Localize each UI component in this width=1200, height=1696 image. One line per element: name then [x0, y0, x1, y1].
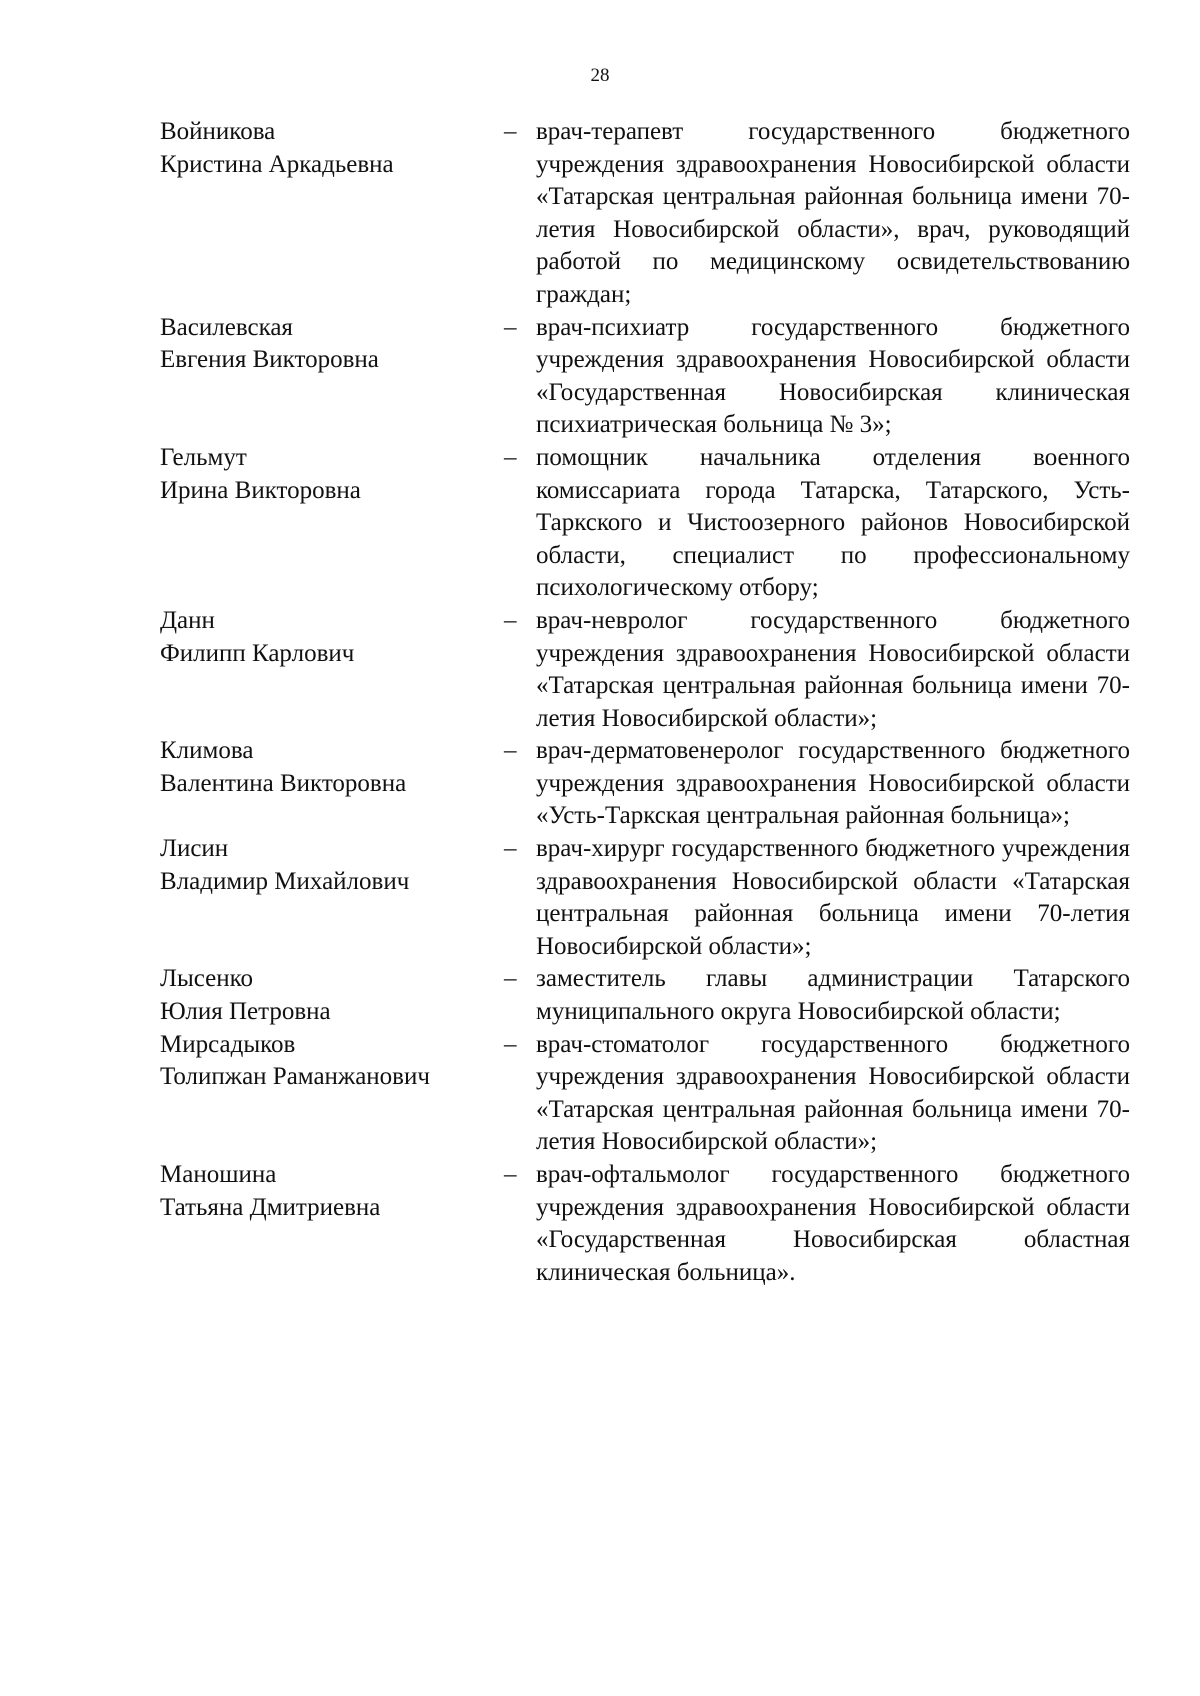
member-name: [160, 1029, 500, 1094]
member-entry: [160, 312, 1130, 442]
member-surname: Данн: [160, 606, 215, 634]
member-position: врач-психиатр государственного бюджетного учреждения здравоохранения Новосибирской области «Государственная Новосибирская клиническая психиатрическая больница № 3»;: [536, 313, 1130, 439]
member-entry: [160, 735, 1130, 833]
dash-separator: –: [504, 737, 517, 765]
member-position: заместитель главы администрации Татарского муниципального округа Новосибирской области;: [536, 965, 1130, 1026]
member-name: [160, 833, 500, 898]
dash-separator: –: [504, 313, 517, 341]
dash-separator: –: [504, 835, 517, 863]
member-given-names: Кристина Аркадьевна: [160, 150, 394, 178]
member-entry: [160, 116, 1130, 312]
member-surname: Маношина: [160, 1161, 277, 1188]
member-given-names: Юлия Петровна: [160, 998, 331, 1026]
member-given-names: Ирина Викторовна: [160, 476, 361, 504]
member-given-names: Владимир Михайлович: [160, 867, 410, 895]
dash-separator: –: [504, 1030, 517, 1058]
member-surname: Гельмут: [160, 443, 247, 471]
member-name: [160, 605, 500, 670]
page-number: 28: [590, 65, 610, 86]
member-given-names: Евгения Викторовна: [160, 346, 379, 374]
member-name: [160, 735, 500, 800]
member-surname: Климова: [160, 737, 254, 765]
dash-separator: –: [504, 606, 517, 634]
member-name: [160, 442, 500, 507]
member-entry: [160, 1159, 1130, 1289]
member-entry: [160, 963, 1130, 1028]
member-surname: Василевская: [160, 313, 293, 341]
member-entry: [160, 605, 1130, 735]
member-position: врач-офтальмолог государственного бюджетного учреждения здравоохранения Новосибирской области «Государственная Новосибирская областная клиническая больница».: [536, 1161, 1130, 1286]
member-name: [160, 312, 500, 377]
member-surname: Лысенко: [160, 965, 254, 993]
commission-member-list: [160, 116, 1130, 1289]
member-given-names: Филипп Карлович: [160, 639, 355, 667]
member-position: врач-дерматовенеролог государственного бюджетного учреждения здравоохранения Новосибирской области «Усть-Таркская центральная районная больница»;: [536, 737, 1130, 830]
dash-separator: –: [504, 443, 517, 471]
member-position: врач-хирург государственного бюджетного учреждения здравоохранения Новосибирской области «Татарская центральная районная больница имени 70-летия Новосибирской области»;: [536, 835, 1130, 960]
member-given-names: Толипжан Раманжанович: [160, 1063, 430, 1091]
member-given-names: Валентина Викторовна: [160, 769, 407, 797]
member-name: [160, 116, 500, 181]
dash-separator: –: [504, 965, 517, 993]
member-position: помощник начальника отделения военного комиссариата города Татарска, Татарского, Усть-Таркского и Чистоозерного районов Новосибирской области, специалист по профессиональному психологическому отбору;: [536, 443, 1130, 602]
member-position: врач-невролог государственного бюджетного учреждения здравоохранения Новосибирской области «Татарская центральная районная больница имени 70-летия Новосибирской области»;: [536, 606, 1130, 732]
dash-separator: –: [504, 1161, 517, 1188]
member-entry: [160, 833, 1130, 963]
dash-separator: –: [504, 118, 517, 145]
member-name: [160, 1159, 500, 1224]
member-entry: [160, 442, 1130, 605]
member-name: [160, 963, 500, 1028]
member-position: врач-терапевт государственного бюджетного учреждения здравоохранения Новосибирской области «Татарская центральная районная больница имени 70-летия Новосибирской области», врач, руководящий работой по медицинскому освидетельствованию граждан;: [536, 118, 1130, 308]
member-entry: [160, 1029, 1130, 1159]
member-position: врач-стоматолог государственного бюджетного учреждения здравоохранения Новосибирской области «Татарская центральная районная больница имени 70-летия Новосибирской области»;: [536, 1030, 1130, 1156]
member-surname: Мирсадыков: [160, 1030, 296, 1058]
member-surname: Войникова: [160, 118, 276, 145]
member-given-names: Татьяна Дмитриевна: [160, 1193, 381, 1221]
member-surname: Лисин: [160, 835, 229, 863]
